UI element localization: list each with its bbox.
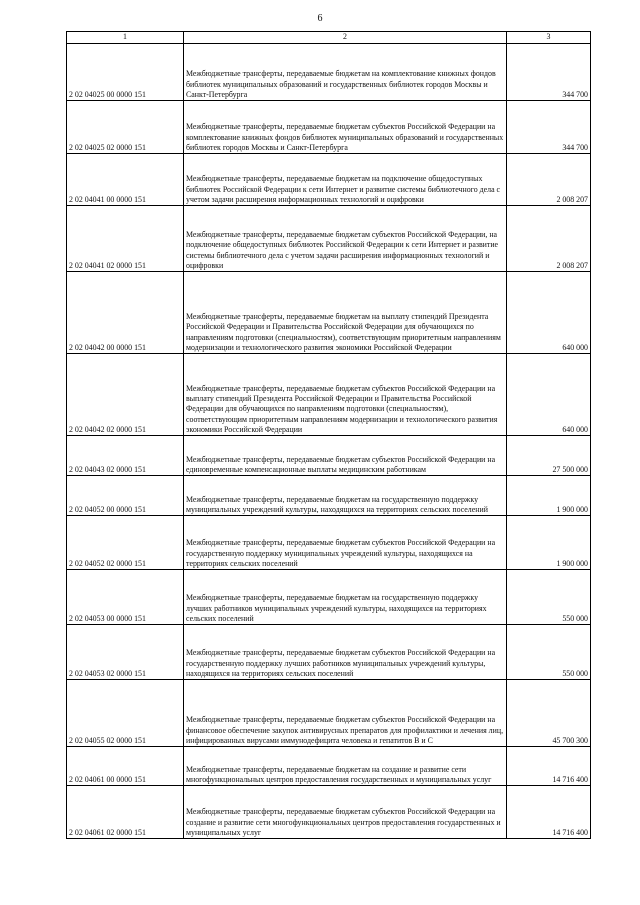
table-header-row	[67, 32, 591, 44]
row-code: 2 02 04042 02 0000 151	[67, 354, 184, 436]
row-amount: 550 000	[507, 570, 591, 625]
row-amount: 2 008 207	[507, 206, 591, 272]
row-amount: 640 000	[507, 354, 591, 436]
row-description: Межбюджетные трансферты, передаваемые бюджетам на комплектование книжных фондов библиотек муниципальных образований и государственных библиотек городов Москвы и Санкт-Петербурга	[184, 44, 507, 101]
table-row	[67, 272, 591, 354]
row-amount: 45 700 300	[507, 680, 591, 747]
row-code: 2 02 04041 00 0000 151	[67, 154, 184, 206]
table-row	[67, 154, 591, 206]
row-description: Межбюджетные трансферты, передаваемые бюджетам субъектов Российской Федерации на создание и развитие сети многофункциональных центров предоставления государственных и муниципальных услуг	[184, 786, 507, 839]
table-row	[67, 625, 591, 680]
row-amount: 550 000	[507, 625, 591, 680]
row-description: Межбюджетные трансферты, передаваемые бюджетам субъектов Российской Федерации на выплату стипендий Президента Российской Федерации и Правительства Российской Федерации для обучающихся по направлениям подготовки (специальностям), соответствующим приоритетным направлениям модернизации и технологического развития экономики Российской Федерации	[184, 354, 507, 436]
budget-table	[66, 31, 591, 839]
row-code: 2 02 04052 02 0000 151	[67, 516, 184, 570]
row-description: Межбюджетные трансферты, передаваемые бюджетам на подключение общедоступных библиотек Российской Федерации к сети Интернет и развитие системы библиотечного дела с учетом задачи расширения информационных технологий и оцифровки	[184, 154, 507, 206]
table-row	[67, 206, 591, 272]
row-code: 2 02 04053 00 0000 151	[67, 570, 184, 625]
row-amount: 640 000	[507, 272, 591, 354]
row-code: 2 02 04025 02 0000 151	[67, 101, 184, 154]
row-code: 2 02 04043 02 0000 151	[67, 436, 184, 476]
row-code: 2 02 04052 00 0000 151	[67, 476, 184, 516]
row-amount: 14 716 400	[507, 747, 591, 786]
table-row	[67, 786, 591, 839]
row-amount: 1 900 000	[507, 476, 591, 516]
row-description: Межбюджетные трансферты, передаваемые бюджетам субъектов Российской Федерации, на подключение общедоступных библиотек Российской Федерации к сети Интернет и развитие системы библиотечного дела с учетом задачи расширения информационных технологий и оцифровки	[184, 206, 507, 272]
table-row	[67, 476, 591, 516]
row-amount: 2 008 207	[507, 154, 591, 206]
row-description: Межбюджетные трансферты, передаваемые бюджетам на выплату стипендий Президента Российской Федерации и Правительства Российской Федерации для обучающихся по направлениям подготовки (специальностям), соответствующим приоритетным направлениям модернизации и технологического развития экономики Российской Федерации	[184, 272, 507, 354]
row-code: 2 02 04055 02 0000 151	[67, 680, 184, 747]
table-row	[67, 680, 591, 747]
row-description: Межбюджетные трансферты, передаваемые бюджетам субъектов Российской Федерации на финансовое обеспечение закупок антивирусных препаратов для профилактики и лечения лиц, инфицированных вирусами иммунодефицита человека и гепатитов B и C	[184, 680, 507, 747]
row-amount: 1 900 000	[507, 516, 591, 570]
table-row	[67, 354, 591, 436]
row-amount: 27 500 000	[507, 436, 591, 476]
row-code: 2 02 04025 00 0000 151	[67, 44, 184, 101]
row-description: Межбюджетные трансферты, передаваемые бюджетам на государственную поддержку лучших работников муниципальных учреждений культуры, находящихся на территориях сельских поселений	[184, 570, 507, 625]
row-description: Межбюджетные трансферты, передаваемые бюджетам субъектов Российской Федерации на государственную поддержку лучших работников муниципальных учреждений культуры, находящихся на территориях сельских поселений	[184, 625, 507, 680]
row-code: 2 02 04061 00 0000 151	[67, 747, 184, 786]
row-description: Межбюджетные трансферты, передаваемые бюджетам субъектов Российской Федерации на государственную поддержку муниципальных учреждений культуры, находящихся на территориях сельских поселений	[184, 516, 507, 570]
row-amount: 14 716 400	[507, 786, 591, 839]
page-number: 6	[317, 13, 323, 24]
column-header-code: 1	[67, 32, 184, 44]
column-header-description: 2	[184, 32, 507, 44]
row-description: Межбюджетные трансферты, передаваемые бюджетам субъектов Российской Федерации на комплектование книжных фондов библиотек муниципальных образований и государственных библиотек городов Москвы и Санкт-Петербурга	[184, 101, 507, 154]
row-code: 2 02 04053 02 0000 151	[67, 625, 184, 680]
row-amount: 344 700	[507, 101, 591, 154]
row-amount: 344 700	[507, 44, 591, 101]
row-description: Межбюджетные трансферты, передаваемые бюджетам на государственную поддержку муниципальных учреждений культуры, находящихся на территориях сельских поселений	[184, 476, 507, 516]
table-row	[67, 44, 591, 101]
table-row	[67, 570, 591, 625]
table-row	[67, 516, 591, 570]
table-row	[67, 101, 591, 154]
row-description: Межбюджетные трансферты, передаваемые бюджетам на создание и развитие сети многофункциональных центров предоставления государственных и муниципальных услуг	[184, 747, 507, 786]
table-row	[67, 747, 591, 786]
row-code: 2 02 04061 02 0000 151	[67, 786, 184, 839]
row-code: 2 02 04042 00 0000 151	[67, 272, 184, 354]
row-code: 2 02 04041 02 0000 151	[67, 206, 184, 272]
table-row	[67, 436, 591, 476]
column-header-amount: 3	[507, 32, 591, 44]
row-description: Межбюджетные трансферты, передаваемые бюджетам субъектов Российской Федерации на единовременные компенсационные выплаты медицинским работникам	[184, 436, 507, 476]
